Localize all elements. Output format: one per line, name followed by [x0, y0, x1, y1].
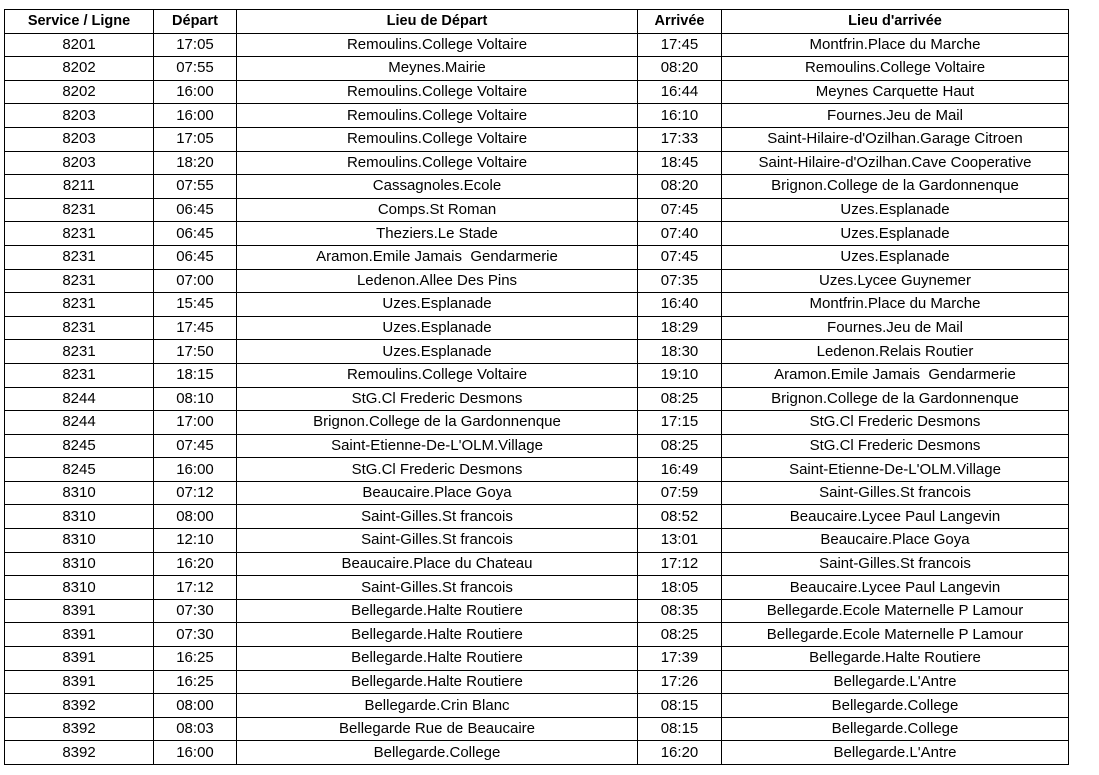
cell-service-ligne: 8231 [5, 245, 154, 269]
cell-lieu-arrivee: Fournes.Jeu de Mail [722, 104, 1069, 128]
cell-service-ligne: 8231 [5, 293, 154, 317]
cell-arrivee: 18:29 [638, 316, 722, 340]
cell-arrivee: 08:15 [638, 717, 722, 741]
cell-lieu-arrivee: Saint-Hilaire-d'Ozilhan.Garage Citroen [722, 127, 1069, 151]
cell-lieu-arrivee: Bellegarde.Ecole Maternelle P Lamour [722, 599, 1069, 623]
cell-arrivee: 18:30 [638, 340, 722, 364]
cell-lieu-depart: Uzes.Esplanade [237, 316, 638, 340]
cell-lieu-depart: Uzes.Esplanade [237, 340, 638, 364]
cell-lieu-arrivee: Bellegarde.College [722, 717, 1069, 741]
cell-depart: 07:12 [154, 481, 237, 505]
cell-depart: 07:30 [154, 599, 237, 623]
schedule-table-body [5, 33, 1069, 764]
table-row [5, 387, 1069, 411]
cell-service-ligne: 8203 [5, 104, 154, 128]
cell-depart: 16:00 [154, 741, 237, 765]
cell-arrivee: 07:40 [638, 222, 722, 246]
cell-arrivee: 08:15 [638, 694, 722, 718]
cell-lieu-arrivee: Remoulins.College Voltaire [722, 57, 1069, 81]
cell-service-ligne: 8203 [5, 127, 154, 151]
cell-depart: 17:50 [154, 340, 237, 364]
cell-arrivee: 08:25 [638, 387, 722, 411]
cell-lieu-arrivee: Fournes.Jeu de Mail [722, 316, 1069, 340]
cell-lieu-arrivee: Beaucaire.Lycee Paul Langevin [722, 505, 1069, 529]
cell-lieu-depart: Brignon.College de la Gardonnenque [237, 411, 638, 435]
cell-arrivee: 17:39 [638, 647, 722, 671]
cell-service-ligne: 8231 [5, 222, 154, 246]
table-row [5, 269, 1069, 293]
cell-lieu-depart: Theziers.Le Stade [237, 222, 638, 246]
schedule-table-header [5, 10, 1069, 34]
table-row [5, 104, 1069, 128]
cell-arrivee: 17:12 [638, 552, 722, 576]
cell-arrivee: 16:40 [638, 293, 722, 317]
table-row [5, 198, 1069, 222]
cell-depart: 15:45 [154, 293, 237, 317]
cell-lieu-depart: StG.Cl Frederic Desmons [237, 458, 638, 482]
cell-lieu-arrivee: Aramon.Emile Jamais Gendarmerie [722, 363, 1069, 387]
cell-service-ligne: 8310 [5, 552, 154, 576]
table-row [5, 670, 1069, 694]
cell-service-ligne: 8310 [5, 481, 154, 505]
cell-arrivee: 18:45 [638, 151, 722, 175]
cell-depart: 16:00 [154, 458, 237, 482]
cell-arrivee: 08:25 [638, 623, 722, 647]
cell-depart: 17:05 [154, 127, 237, 151]
cell-lieu-arrivee: Beaucaire.Lycee Paul Langevin [722, 576, 1069, 600]
schedule-table [4, 9, 1069, 765]
cell-lieu-arrivee: Bellegarde.Ecole Maternelle P Lamour [722, 623, 1069, 647]
table-row [5, 80, 1069, 104]
table-row [5, 694, 1069, 718]
cell-arrivee: 17:45 [638, 33, 722, 57]
table-row [5, 33, 1069, 57]
cell-lieu-arrivee: Brignon.College de la Gardonnenque [722, 387, 1069, 411]
cell-lieu-depart: Remoulins.College Voltaire [237, 80, 638, 104]
cell-lieu-depart: Bellegarde.Halte Routiere [237, 670, 638, 694]
cell-service-ligne: 8245 [5, 458, 154, 482]
cell-lieu-arrivee: StG.Cl Frederic Desmons [722, 411, 1069, 435]
cell-lieu-depart: Aramon.Emile Jamais Gendarmerie [237, 245, 638, 269]
cell-lieu-arrivee: Uzes.Esplanade [722, 245, 1069, 269]
cell-arrivee: 08:52 [638, 505, 722, 529]
table-row [5, 222, 1069, 246]
cell-lieu-arrivee: Brignon.College de la Gardonnenque [722, 175, 1069, 199]
cell-depart: 08:00 [154, 694, 237, 718]
cell-depart: 12:10 [154, 529, 237, 553]
cell-depart: 08:10 [154, 387, 237, 411]
table-row [5, 481, 1069, 505]
cell-arrivee: 08:35 [638, 599, 722, 623]
cell-service-ligne: 8391 [5, 599, 154, 623]
cell-service-ligne: 8392 [5, 741, 154, 765]
cell-lieu-arrivee: Saint-Gilles.St francois [722, 481, 1069, 505]
cell-lieu-arrivee: Bellegarde.College [722, 694, 1069, 718]
cell-lieu-arrivee: Saint-Gilles.St francois [722, 552, 1069, 576]
cell-lieu-depart: Remoulins.College Voltaire [237, 151, 638, 175]
table-row [5, 245, 1069, 269]
cell-depart: 16:25 [154, 647, 237, 671]
cell-lieu-depart: Meynes.Mairie [237, 57, 638, 81]
cell-arrivee: 19:10 [638, 363, 722, 387]
cell-lieu-depart: Ledenon.Allee Des Pins [237, 269, 638, 293]
cell-lieu-depart: Saint-Gilles.St francois [237, 505, 638, 529]
header-lieu-arrivee: Lieu d'arrivée [722, 10, 1069, 34]
cell-arrivee: 13:01 [638, 529, 722, 553]
cell-lieu-depart: Uzes.Esplanade [237, 293, 638, 317]
table-row [5, 458, 1069, 482]
cell-arrivee: 18:05 [638, 576, 722, 600]
cell-depart: 17:00 [154, 411, 237, 435]
cell-lieu-arrivee: Uzes.Esplanade [722, 222, 1069, 246]
table-row [5, 647, 1069, 671]
cell-lieu-depart: Bellegarde.Halte Routiere [237, 623, 638, 647]
cell-lieu-depart: Comps.St Roman [237, 198, 638, 222]
table-row [5, 741, 1069, 765]
cell-lieu-depart: Cassagnoles.Ecole [237, 175, 638, 199]
cell-lieu-arrivee: Uzes.Lycee Guynemer [722, 269, 1069, 293]
cell-depart: 07:45 [154, 434, 237, 458]
table-row [5, 505, 1069, 529]
cell-service-ligne: 8391 [5, 623, 154, 647]
cell-arrivee: 07:35 [638, 269, 722, 293]
cell-lieu-depart: Remoulins.College Voltaire [237, 33, 638, 57]
cell-arrivee: 07:45 [638, 245, 722, 269]
cell-depart: 06:45 [154, 245, 237, 269]
cell-service-ligne: 8231 [5, 316, 154, 340]
table-row [5, 363, 1069, 387]
cell-depart: 08:03 [154, 717, 237, 741]
table-row [5, 175, 1069, 199]
cell-arrivee: 08:20 [638, 175, 722, 199]
header-lieu-depart: Lieu de Départ [237, 10, 638, 34]
cell-lieu-arrivee: Bellegarde.L'Antre [722, 670, 1069, 694]
cell-arrivee: 16:10 [638, 104, 722, 128]
table-row [5, 434, 1069, 458]
cell-depart: 17:12 [154, 576, 237, 600]
header-row [5, 10, 1069, 34]
cell-service-ligne: 8203 [5, 151, 154, 175]
cell-depart: 07:55 [154, 175, 237, 199]
cell-lieu-depart: Remoulins.College Voltaire [237, 127, 638, 151]
cell-lieu-depart: Beaucaire.Place du Chateau [237, 552, 638, 576]
cell-lieu-depart: Remoulins.College Voltaire [237, 363, 638, 387]
cell-arrivee: 07:45 [638, 198, 722, 222]
cell-depart: 17:05 [154, 33, 237, 57]
cell-lieu-arrivee: StG.Cl Frederic Desmons [722, 434, 1069, 458]
header-service-ligne: Service / Ligne [5, 10, 154, 34]
cell-service-ligne: 8391 [5, 670, 154, 694]
cell-depart: 07:30 [154, 623, 237, 647]
cell-service-ligne: 8310 [5, 576, 154, 600]
cell-arrivee: 16:44 [638, 80, 722, 104]
cell-service-ligne: 8202 [5, 80, 154, 104]
cell-service-ligne: 8392 [5, 694, 154, 718]
cell-service-ligne: 8211 [5, 175, 154, 199]
cell-depart: 07:00 [154, 269, 237, 293]
cell-arrivee: 17:15 [638, 411, 722, 435]
schedule-sheet [4, 9, 1069, 765]
cell-depart: 17:45 [154, 316, 237, 340]
cell-lieu-depart: Saint-Etienne-De-L'OLM.Village [237, 434, 638, 458]
cell-arrivee: 08:25 [638, 434, 722, 458]
cell-lieu-arrivee: Bellegarde.L'Antre [722, 741, 1069, 765]
table-row [5, 293, 1069, 317]
table-row [5, 623, 1069, 647]
table-row [5, 57, 1069, 81]
cell-lieu-arrivee: Uzes.Esplanade [722, 198, 1069, 222]
cell-lieu-depart: Bellegarde.Crin Blanc [237, 694, 638, 718]
cell-lieu-depart: Bellegarde.Halte Routiere [237, 599, 638, 623]
cell-service-ligne: 8231 [5, 269, 154, 293]
table-row [5, 599, 1069, 623]
cell-arrivee: 17:33 [638, 127, 722, 151]
cell-lieu-arrivee: Meynes Carquette Haut [722, 80, 1069, 104]
cell-depart: 16:20 [154, 552, 237, 576]
cell-lieu-depart: StG.Cl Frederic Desmons [237, 387, 638, 411]
cell-arrivee: 16:20 [638, 741, 722, 765]
cell-service-ligne: 8231 [5, 340, 154, 364]
cell-lieu-depart: Bellegarde Rue de Beaucaire [237, 717, 638, 741]
cell-service-ligne: 8244 [5, 411, 154, 435]
table-row [5, 552, 1069, 576]
cell-service-ligne: 8231 [5, 198, 154, 222]
cell-arrivee: 16:49 [638, 458, 722, 482]
table-row [5, 411, 1069, 435]
cell-arrivee: 17:26 [638, 670, 722, 694]
cell-service-ligne: 8391 [5, 647, 154, 671]
cell-arrivee: 07:59 [638, 481, 722, 505]
table-row [5, 127, 1069, 151]
cell-depart: 16:00 [154, 80, 237, 104]
cell-depart: 16:00 [154, 104, 237, 128]
table-row [5, 316, 1069, 340]
cell-depart: 07:55 [154, 57, 237, 81]
cell-service-ligne: 8310 [5, 529, 154, 553]
table-row [5, 717, 1069, 741]
cell-depart: 06:45 [154, 198, 237, 222]
cell-depart: 06:45 [154, 222, 237, 246]
cell-arrivee: 08:20 [638, 57, 722, 81]
header-depart: Départ [154, 10, 237, 34]
table-row [5, 151, 1069, 175]
cell-service-ligne: 8244 [5, 387, 154, 411]
cell-lieu-arrivee: Montfrin.Place du Marche [722, 33, 1069, 57]
cell-service-ligne: 8201 [5, 33, 154, 57]
cell-lieu-arrivee: Beaucaire.Place Goya [722, 529, 1069, 553]
cell-lieu-arrivee: Montfrin.Place du Marche [722, 293, 1069, 317]
cell-lieu-arrivee: Saint-Etienne-De-L'OLM.Village [722, 458, 1069, 482]
cell-lieu-arrivee: Saint-Hilaire-d'Ozilhan.Cave Cooperative [722, 151, 1069, 175]
cell-lieu-depart: Bellegarde.Halte Routiere [237, 647, 638, 671]
cell-lieu-depart: Bellegarde.College [237, 741, 638, 765]
cell-lieu-arrivee: Ledenon.Relais Routier [722, 340, 1069, 364]
cell-lieu-depart: Beaucaire.Place Goya [237, 481, 638, 505]
cell-lieu-arrivee: Bellegarde.Halte Routiere [722, 647, 1069, 671]
header-arrivee: Arrivée [638, 10, 722, 34]
cell-service-ligne: 8310 [5, 505, 154, 529]
cell-service-ligne: 8202 [5, 57, 154, 81]
table-row [5, 576, 1069, 600]
table-row [5, 529, 1069, 553]
table-row [5, 340, 1069, 364]
cell-service-ligne: 8245 [5, 434, 154, 458]
cell-lieu-depart: Saint-Gilles.St francois [237, 529, 638, 553]
cell-depart: 18:20 [154, 151, 237, 175]
cell-depart: 16:25 [154, 670, 237, 694]
cell-lieu-depart: Remoulins.College Voltaire [237, 104, 638, 128]
cell-service-ligne: 8231 [5, 363, 154, 387]
cell-service-ligne: 8392 [5, 717, 154, 741]
cell-depart: 08:00 [154, 505, 237, 529]
cell-lieu-depart: Saint-Gilles.St francois [237, 576, 638, 600]
cell-depart: 18:15 [154, 363, 237, 387]
